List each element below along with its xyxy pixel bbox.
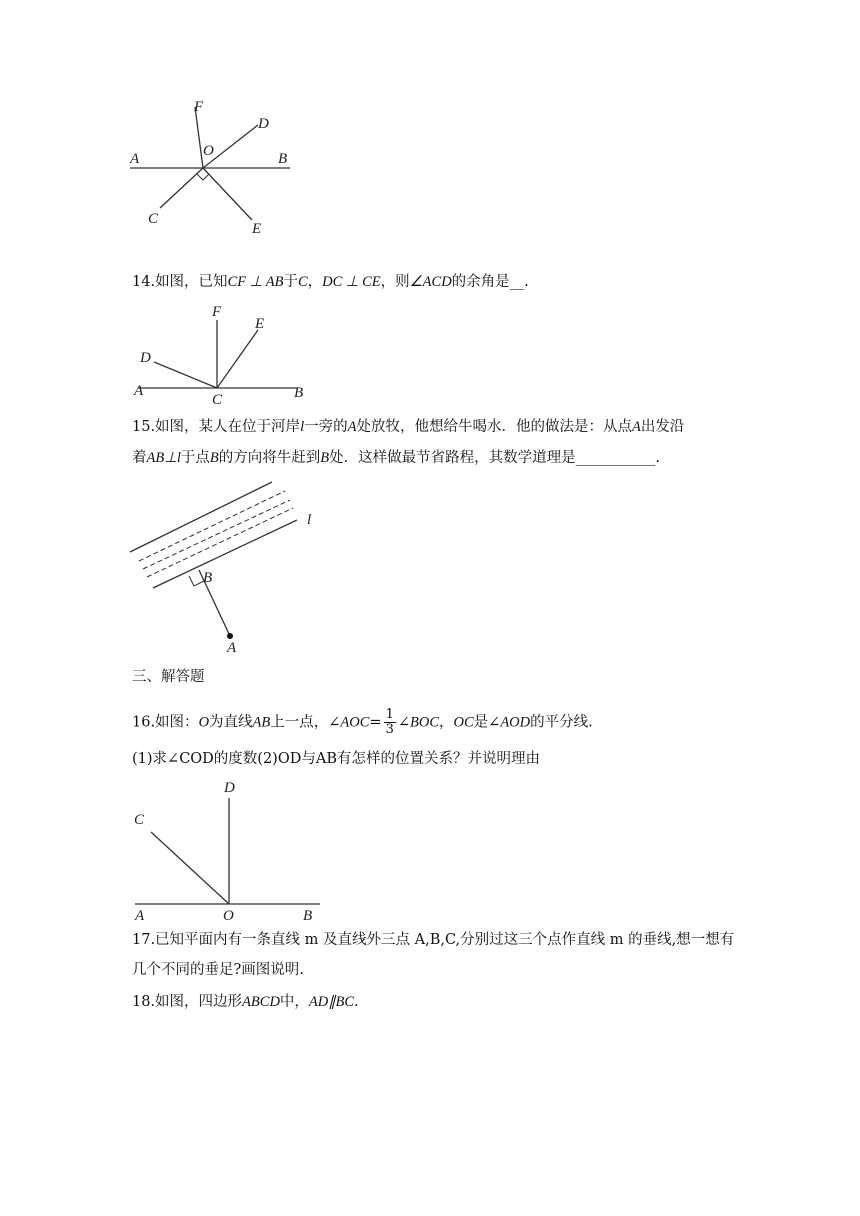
figure-15: [125, 478, 335, 658]
label-E: E: [255, 316, 265, 332]
label-C: C: [134, 812, 145, 828]
question-15-line-1: 15.如图，某人在位于河岸l一旁的A处放牧，他想给牛喝水．他的做法是：从点A出发沿: [132, 419, 685, 435]
label-B: B: [278, 151, 288, 167]
question-17-line-2: 几个不同的垂足?画图说明.: [132, 962, 304, 978]
section-heading: 三、解答题: [132, 669, 205, 685]
label-B: B: [294, 385, 304, 401]
label-A: A: [134, 383, 144, 399]
label-D: D: [258, 116, 269, 132]
label-C: C: [148, 211, 159, 227]
label-O: O: [203, 143, 214, 159]
label-O: O: [223, 908, 234, 922]
label-B: B: [203, 570, 213, 586]
label-A: A: [130, 151, 140, 167]
label-F: F: [212, 304, 222, 320]
question-17-line-1: 17.已知平面内有一条直线 m 及直线外三点 A,B,C,分别过这三个点作直线 m 的垂线,想一想有: [132, 932, 735, 948]
label-C: C: [212, 392, 223, 408]
figure-13: [120, 95, 310, 245]
label-A: A: [135, 908, 145, 922]
label-F: F: [194, 99, 204, 115]
label-A: A: [227, 640, 237, 656]
label-D: D: [140, 350, 151, 366]
label-D: D: [224, 780, 235, 796]
question-16-subparts: (1)求∠COD的度数(2)OD与AB有怎样的位置关系？并说明理由: [132, 751, 540, 767]
label-E: E: [252, 221, 262, 237]
question-15-line-2: 着AB⊥l于点B的方向将牛赶到B处．这样做最节省路程，其数学道理是___________.: [132, 450, 660, 466]
label-B: B: [303, 908, 313, 922]
figure-16: [125, 772, 335, 922]
question-16: 16.如图：O为直线AB上一点，∠AOC= $\frac{1}{3}$ ∠BOC，OC是∠AOD的平分线.: [132, 707, 593, 737]
question-18: 18.如图，四边形ABCD中，AD∥BC.: [132, 994, 359, 1010]
question-14: 14.如图，已知CF ⊥ AB于C，DC ⊥ CE，则∠ACD的余角是__.: [132, 274, 529, 290]
fraction-one-third: $\frac{1}{3}$: [385, 707, 394, 737]
label-l: l: [307, 512, 312, 528]
figure-14: [128, 300, 318, 410]
